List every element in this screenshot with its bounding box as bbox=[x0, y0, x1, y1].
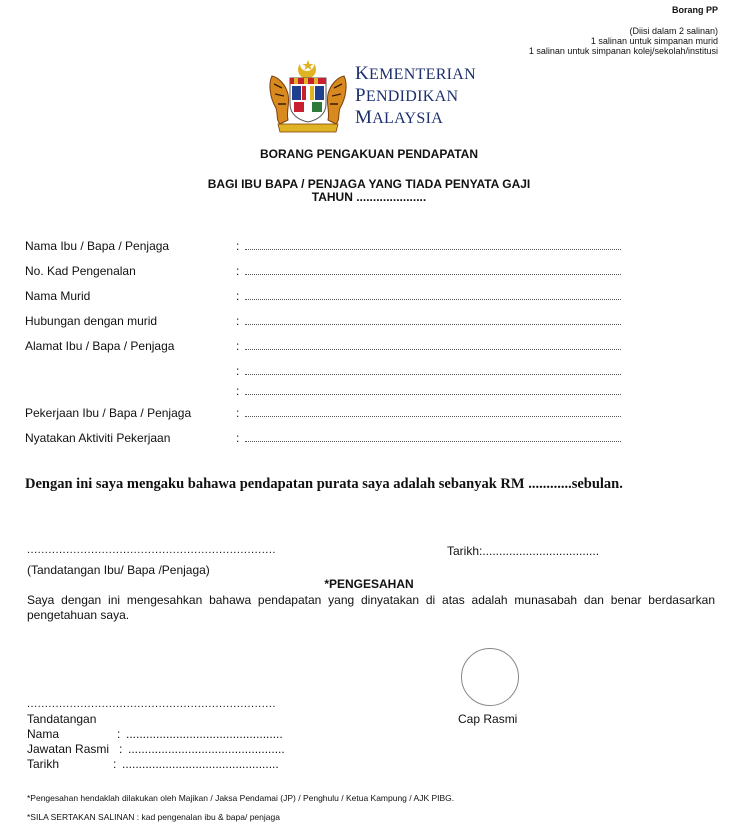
verifier-signature-line[interactable]: ...................................................................... bbox=[27, 698, 276, 710]
date-field[interactable]: Tarikh:................................... bbox=[447, 544, 600, 558]
footnote-verification: *Pengesahan hendaklah dilakukan oleh Majikan / Jaksa Pendamai (JP) / Penghulu / Ketua Kampung / AJK PIBG. bbox=[27, 793, 455, 803]
address-field-2[interactable] bbox=[245, 374, 621, 375]
verifier-date-field[interactable]: ............................................... bbox=[122, 757, 279, 771]
verifier-position-field[interactable]: ............................................... bbox=[128, 742, 285, 756]
footnote-attachments: *SILA SERTAKAN SALINAN : kad pengenalan ibu & bapa/ penjaga bbox=[27, 812, 280, 822]
colon: : bbox=[236, 314, 240, 328]
colon: : bbox=[236, 431, 240, 445]
form-title: BORANG PENGAKUAN PENDAPATAN bbox=[259, 147, 478, 161]
address-field-1[interactable] bbox=[245, 349, 621, 350]
colon: : bbox=[119, 742, 123, 756]
parent-signature-caption: (Tandatangan Ibu/ Bapa /Penjaga) bbox=[27, 563, 210, 577]
address-field-3[interactable] bbox=[245, 394, 621, 395]
student-name-field[interactable] bbox=[245, 299, 621, 300]
crest-logo bbox=[266, 58, 350, 134]
colon: : bbox=[117, 727, 121, 741]
form-subtitle: BAGI IBU BAPA / PENJAGA YANG TIADA PENYATA GAJI bbox=[207, 177, 531, 191]
pengesahan-text: Saya dengan ini mengesahkan bahawa pendapatan yang dinyatakan di atas adalah munasabah dan benar berdasarkan pengetahuan saya. bbox=[27, 593, 715, 622]
label-relationship: Hubungan dengan murid bbox=[25, 314, 158, 328]
ministry-line-2: PENDIDIKAN bbox=[355, 85, 459, 106]
form-code: Borang PP bbox=[671, 5, 718, 15]
pengesahan-title: *PENGESAHAN bbox=[324, 577, 414, 591]
colon: : bbox=[236, 384, 240, 398]
label-work-activity: Nyatakan Aktiviti Pekerjaan bbox=[25, 431, 171, 445]
label-student-name: Nama Murid bbox=[25, 289, 91, 303]
ic-number-field[interactable] bbox=[245, 274, 621, 275]
colon: : bbox=[236, 264, 240, 278]
colon: : bbox=[236, 289, 240, 303]
label-verifier-date: Tarikh bbox=[27, 757, 60, 771]
ministry-line-1: KEMENTERIAN bbox=[355, 63, 477, 84]
label-verifier-position: Jawatan Rasmi bbox=[27, 742, 110, 756]
label-verifier-name: Nama bbox=[27, 727, 60, 741]
verifier-signature-label: Tandatangan bbox=[27, 712, 97, 726]
parent-name-field[interactable] bbox=[245, 249, 621, 250]
stamp-label: Cap Rasmi bbox=[458, 712, 518, 726]
copies-note: (Diisi dalam 2 salinan) bbox=[629, 26, 718, 36]
work-activity-field[interactable] bbox=[245, 441, 621, 442]
copy-student: 1 salinan untuk simpanan murid bbox=[590, 36, 718, 46]
form-year: TAHUN ..................... bbox=[311, 190, 427, 204]
colon: : bbox=[236, 339, 240, 353]
official-stamp-circle bbox=[461, 648, 519, 706]
label-occupation: Pekerjaan Ibu / Bapa / Penjaga bbox=[25, 406, 192, 420]
occupation-field[interactable] bbox=[245, 416, 621, 417]
colon: : bbox=[236, 239, 240, 253]
colon: : bbox=[236, 406, 240, 420]
label-ic-number: No. Kad Pengenalan bbox=[25, 264, 136, 278]
label-parent-name: Nama Ibu / Bapa / Penjaga bbox=[25, 239, 170, 253]
parent-signature-line[interactable]: ...................................................................... bbox=[27, 544, 276, 556]
label-address: Alamat Ibu / Bapa / Penjaga bbox=[25, 339, 175, 353]
colon: : bbox=[236, 364, 240, 378]
copy-institution: 1 salinan untuk simpanan kolej/sekolah/institusi bbox=[528, 46, 718, 56]
verifier-name-field[interactable]: ............................................... bbox=[126, 727, 283, 741]
income-declaration: Dengan ini saya mengaku bahawa pendapatan purata saya adalah sebanyak RM ............sebulan. bbox=[25, 476, 623, 492]
relationship-field[interactable] bbox=[245, 324, 621, 325]
colon: : bbox=[113, 757, 117, 771]
ministry-line-3: MALAYSIA bbox=[355, 107, 444, 128]
